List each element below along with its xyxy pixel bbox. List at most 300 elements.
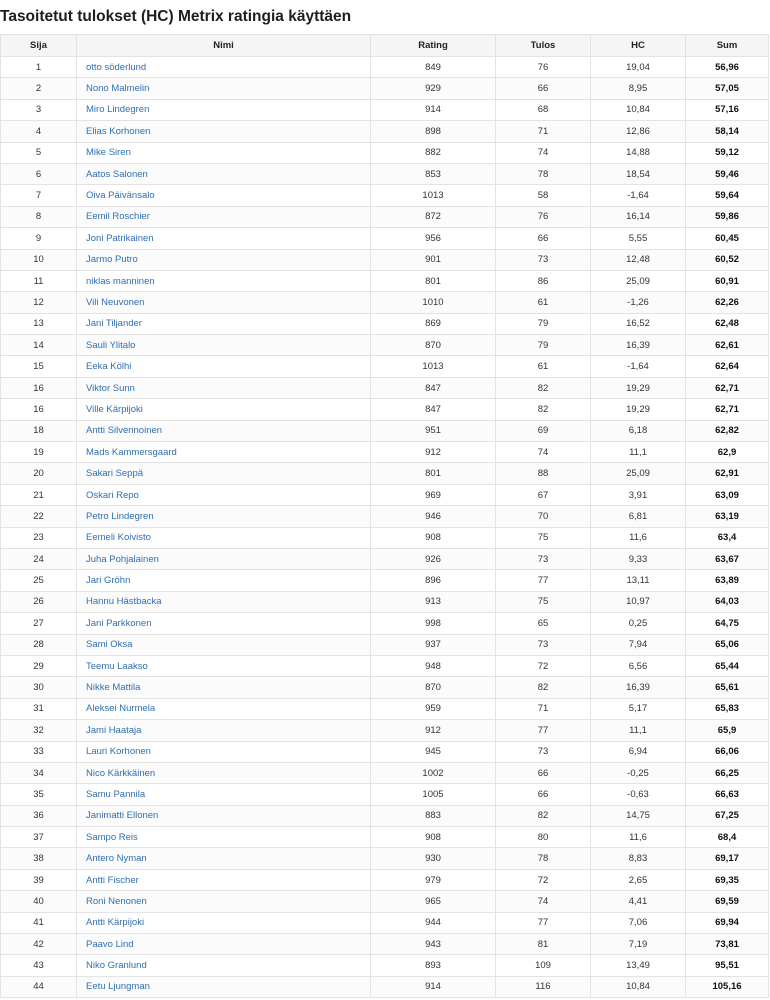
score-cell: 77	[496, 912, 591, 933]
sum-cell: 63,09	[686, 484, 769, 505]
player-name-link[interactable]: Sakari Seppä	[77, 463, 371, 484]
score-cell: 116	[496, 976, 591, 997]
rating-cell: 908	[371, 527, 496, 548]
sum-cell: 59,86	[686, 206, 769, 227]
handicap-cell: 5,17	[591, 698, 686, 719]
score-cell: 82	[496, 377, 591, 398]
rank-cell: 24	[1, 548, 77, 569]
table-row	[1, 335, 769, 356]
rank-cell: 12	[1, 292, 77, 313]
page-title: Tasoitetut tulokset (HC) Metrix ratingia käyttäen	[0, 8, 352, 25]
rank-cell: 37	[1, 827, 77, 848]
sum-cell: 58,14	[686, 121, 769, 142]
table-row	[1, 762, 769, 783]
player-name-link[interactable]: Sampo Reis	[77, 827, 371, 848]
table-row	[1, 720, 769, 741]
rank-cell: 31	[1, 698, 77, 719]
sum-cell: 56,96	[686, 57, 769, 78]
score-cell: 71	[496, 698, 591, 719]
handicap-cell: 10,84	[591, 99, 686, 120]
table-row	[1, 185, 769, 206]
table-row	[1, 869, 769, 890]
player-name-link[interactable]: Eemil Roschier	[77, 206, 371, 227]
player-name-link[interactable]: Lauri Korhonen	[77, 741, 371, 762]
rank-cell: 44	[1, 976, 77, 997]
handicap-cell: 7,94	[591, 634, 686, 655]
score-cell: 74	[496, 142, 591, 163]
score-cell: 76	[496, 206, 591, 227]
sum-cell: 63,4	[686, 527, 769, 548]
rank-cell: 7	[1, 185, 77, 206]
column-header-tulos[interactable]: Tulos	[496, 35, 591, 57]
handicap-cell: 19,04	[591, 57, 686, 78]
table-row	[1, 655, 769, 676]
player-name-link[interactable]: Roni Nenonen	[77, 891, 371, 912]
rank-cell: 27	[1, 613, 77, 634]
sum-cell: 60,52	[686, 249, 769, 270]
score-cell: 77	[496, 570, 591, 591]
rating-cell: 946	[371, 506, 496, 527]
score-cell: 79	[496, 335, 591, 356]
handicap-cell: 13,11	[591, 570, 686, 591]
player-name-link[interactable]: Oiva Päivänsalo	[77, 185, 371, 206]
rating-cell: 930	[371, 848, 496, 869]
handicap-cell: 6,94	[591, 741, 686, 762]
player-name-link[interactable]: Nico Kärkkäinen	[77, 762, 371, 783]
rating-cell: 847	[371, 399, 496, 420]
rank-cell: 22	[1, 506, 77, 527]
table-row	[1, 163, 769, 184]
rating-cell: 1010	[371, 292, 496, 313]
handicap-cell: 11,6	[591, 827, 686, 848]
player-name-link[interactable]: Mads Kammersgaard	[77, 442, 371, 463]
rating-cell: 908	[371, 827, 496, 848]
score-cell: 73	[496, 249, 591, 270]
rank-cell: 21	[1, 484, 77, 505]
handicap-cell: 6,18	[591, 420, 686, 441]
rank-cell: 19	[1, 442, 77, 463]
table-row	[1, 78, 769, 99]
player-name-link[interactable]: Jani Parkkonen	[77, 613, 371, 634]
table-row	[1, 270, 769, 291]
sum-cell: 68,4	[686, 827, 769, 848]
rating-cell: 979	[371, 869, 496, 890]
handicap-cell: 7,06	[591, 912, 686, 933]
rank-cell: 35	[1, 784, 77, 805]
table-row	[1, 206, 769, 227]
rating-cell: 1005	[371, 784, 496, 805]
table-body	[1, 57, 769, 998]
table-row	[1, 955, 769, 976]
handicap-cell: 5,55	[591, 228, 686, 249]
rank-cell: 11	[1, 270, 77, 291]
table-row	[1, 228, 769, 249]
table-row	[1, 442, 769, 463]
player-name-link[interactable]: Antero Nyman	[77, 848, 371, 869]
handicap-cell: 19,29	[591, 377, 686, 398]
score-cell: 82	[496, 805, 591, 826]
sum-cell: 66,63	[686, 784, 769, 805]
score-cell: 70	[496, 506, 591, 527]
handicap-cell: 25,09	[591, 270, 686, 291]
score-cell: 75	[496, 591, 591, 612]
rank-cell: 15	[1, 356, 77, 377]
player-name-link[interactable]: Antti Fischer	[77, 869, 371, 890]
handicap-cell: 12,48	[591, 249, 686, 270]
player-name-link[interactable]: Antti Silvennoinen	[77, 420, 371, 441]
score-cell: 72	[496, 869, 591, 890]
score-cell: 77	[496, 720, 591, 741]
rating-cell: 901	[371, 249, 496, 270]
player-name-link[interactable]: Vili Neuvonen	[77, 292, 371, 313]
rank-cell: 26	[1, 591, 77, 612]
sum-cell: 57,16	[686, 99, 769, 120]
sum-cell: 65,83	[686, 698, 769, 719]
table-row	[1, 142, 769, 163]
rating-cell: 926	[371, 548, 496, 569]
table-row	[1, 506, 769, 527]
rating-cell: 959	[371, 698, 496, 719]
handicap-cell: 16,39	[591, 677, 686, 698]
handicap-cell: 25,09	[591, 463, 686, 484]
player-name-link[interactable]: Paavo Lind	[77, 934, 371, 955]
rating-cell: 898	[371, 121, 496, 142]
rank-cell: 10	[1, 249, 77, 270]
score-cell: 73	[496, 548, 591, 569]
score-cell: 80	[496, 827, 591, 848]
rank-cell: 18	[1, 420, 77, 441]
table-row	[1, 976, 769, 997]
score-cell: 72	[496, 655, 591, 676]
player-name-link[interactable]: Aleksei Nurmela	[77, 698, 371, 719]
score-cell: 66	[496, 78, 591, 99]
results-table	[0, 34, 769, 998]
handicap-cell: 6,81	[591, 506, 686, 527]
rating-cell: 969	[371, 484, 496, 505]
score-cell: 61	[496, 356, 591, 377]
table-row	[1, 805, 769, 826]
rating-cell: 956	[371, 228, 496, 249]
sum-cell: 59,12	[686, 142, 769, 163]
rank-cell: 23	[1, 527, 77, 548]
score-cell: 73	[496, 634, 591, 655]
rating-cell: 883	[371, 805, 496, 826]
handicap-cell: -1,26	[591, 292, 686, 313]
rank-cell: 2	[1, 78, 77, 99]
rating-cell: 869	[371, 313, 496, 334]
score-cell: 66	[496, 762, 591, 783]
score-cell: 88	[496, 463, 591, 484]
handicap-cell: 3,91	[591, 484, 686, 505]
player-name-link[interactable]: Hannu Hästbacka	[77, 591, 371, 612]
rank-cell: 14	[1, 335, 77, 356]
table-row	[1, 613, 769, 634]
rating-cell: 893	[371, 955, 496, 976]
handicap-cell: 10,97	[591, 591, 686, 612]
sum-cell: 62,91	[686, 463, 769, 484]
player-name-link[interactable]: Viktor Sunn	[77, 377, 371, 398]
rank-cell: 28	[1, 634, 77, 655]
score-cell: 79	[496, 313, 591, 334]
table-row	[1, 463, 769, 484]
score-cell: 74	[496, 442, 591, 463]
table-row	[1, 591, 769, 612]
table-row	[1, 99, 769, 120]
rank-cell: 4	[1, 121, 77, 142]
score-cell: 61	[496, 292, 591, 313]
rating-cell: 853	[371, 163, 496, 184]
sum-cell: 64,75	[686, 613, 769, 634]
rank-cell: 30	[1, 677, 77, 698]
player-name-link[interactable]: Jani Tiljander	[77, 313, 371, 334]
handicap-cell: 11,1	[591, 720, 686, 741]
player-name-link[interactable]: Antti Kärpijoki	[77, 912, 371, 933]
score-cell: 86	[496, 270, 591, 291]
handicap-cell: 0,25	[591, 613, 686, 634]
player-name-link[interactable]: Nono Malmelin	[77, 78, 371, 99]
sum-cell: 67,25	[686, 805, 769, 826]
rank-cell: 25	[1, 570, 77, 591]
score-cell: 74	[496, 891, 591, 912]
rank-cell: 40	[1, 891, 77, 912]
score-cell: 67	[496, 484, 591, 505]
rating-cell: 870	[371, 677, 496, 698]
rank-cell: 1	[1, 57, 77, 78]
table-row	[1, 249, 769, 270]
handicap-cell: 14,75	[591, 805, 686, 826]
column-header-hc[interactable]: HC	[591, 35, 686, 57]
column-header-sum[interactable]: Sum	[686, 35, 769, 57]
player-name-link[interactable]: Ville Kärpijoki	[77, 399, 371, 420]
table-row	[1, 399, 769, 420]
sum-cell: 62,9	[686, 442, 769, 463]
rating-cell: 1013	[371, 356, 496, 377]
rating-cell: 849	[371, 57, 496, 78]
score-cell: 76	[496, 57, 591, 78]
rating-cell: 1002	[371, 762, 496, 783]
rank-cell: 16	[1, 399, 77, 420]
score-cell: 109	[496, 955, 591, 976]
rank-cell: 29	[1, 655, 77, 676]
table-row	[1, 934, 769, 955]
sum-cell: 66,25	[686, 762, 769, 783]
player-name-link[interactable]: Joni Patrikainen	[77, 228, 371, 249]
player-name-link[interactable]: Juha Pohjalainen	[77, 548, 371, 569]
sum-cell: 69,94	[686, 912, 769, 933]
player-name-link[interactable]: Aatos Salonen	[77, 163, 371, 184]
sum-cell: 60,91	[686, 270, 769, 291]
sum-cell: 63,19	[686, 506, 769, 527]
table-row	[1, 121, 769, 142]
player-name-link[interactable]: Jari Gröhn	[77, 570, 371, 591]
player-name-link[interactable]: niklas manninen	[77, 270, 371, 291]
handicap-cell: 10,84	[591, 976, 686, 997]
sum-cell: 69,59	[686, 891, 769, 912]
sum-cell: 105,16	[686, 976, 769, 997]
handicap-cell: -1,64	[591, 185, 686, 206]
score-cell: 65	[496, 613, 591, 634]
handicap-cell: 16,52	[591, 313, 686, 334]
sum-cell: 64,03	[686, 591, 769, 612]
rank-cell: 8	[1, 206, 77, 227]
sum-cell: 59,64	[686, 185, 769, 206]
player-name-link[interactable]: Elias Korhonen	[77, 121, 371, 142]
rating-cell: 912	[371, 442, 496, 463]
table-row	[1, 741, 769, 762]
table-row	[1, 548, 769, 569]
table-row	[1, 698, 769, 719]
rating-cell: 801	[371, 463, 496, 484]
player-name-link[interactable]: Eeka Kölhi	[77, 356, 371, 377]
rank-cell: 16	[1, 377, 77, 398]
handicap-cell: 8,83	[591, 848, 686, 869]
rating-cell: 998	[371, 613, 496, 634]
table-row	[1, 57, 769, 78]
rating-cell: 944	[371, 912, 496, 933]
score-cell: 71	[496, 121, 591, 142]
table-row	[1, 912, 769, 933]
table-row	[1, 313, 769, 334]
table-row	[1, 784, 769, 805]
player-name-link[interactable]: Petro Lindegren	[77, 506, 371, 527]
player-name-link[interactable]: Samu Pannila	[77, 784, 371, 805]
player-name-link[interactable]: Niko Granlund	[77, 955, 371, 976]
rank-cell: 3	[1, 99, 77, 120]
score-cell: 81	[496, 934, 591, 955]
score-cell: 66	[496, 228, 591, 249]
sum-cell: 57,05	[686, 78, 769, 99]
player-name-link[interactable]: Mike Siren	[77, 142, 371, 163]
handicap-cell: -0,25	[591, 762, 686, 783]
handicap-cell: 14,88	[591, 142, 686, 163]
rating-cell: 948	[371, 655, 496, 676]
table-row	[1, 827, 769, 848]
sum-cell: 62,82	[686, 420, 769, 441]
rating-cell: 965	[371, 891, 496, 912]
rank-cell: 38	[1, 848, 77, 869]
handicap-cell: 11,1	[591, 442, 686, 463]
handicap-cell: 18,54	[591, 163, 686, 184]
column-header-nimi[interactable]: Nimi	[77, 35, 371, 57]
sum-cell: 66,06	[686, 741, 769, 762]
rank-cell: 42	[1, 934, 77, 955]
player-name-link[interactable]: Miro Lindegren	[77, 99, 371, 120]
table-row	[1, 570, 769, 591]
rank-cell: 32	[1, 720, 77, 741]
rank-cell: 6	[1, 163, 77, 184]
player-name-link[interactable]: Jarmo Putro	[77, 249, 371, 270]
handicap-cell: 16,14	[591, 206, 686, 227]
sum-cell: 62,26	[686, 292, 769, 313]
table-row	[1, 377, 769, 398]
table-row	[1, 848, 769, 869]
rank-cell: 9	[1, 228, 77, 249]
sum-cell: 65,44	[686, 655, 769, 676]
rating-cell: 929	[371, 78, 496, 99]
player-name-link[interactable]: Jami Haataja	[77, 720, 371, 741]
player-name-link[interactable]: Teemu Laakso	[77, 655, 371, 676]
sum-cell: 95,51	[686, 955, 769, 976]
player-name-link[interactable]: Eetu Ljungman	[77, 976, 371, 997]
rank-cell: 13	[1, 313, 77, 334]
sum-cell: 59,46	[686, 163, 769, 184]
handicap-cell: 13,49	[591, 955, 686, 976]
player-name-link[interactable]: Sauli Ylitalo	[77, 335, 371, 356]
rating-cell: 870	[371, 335, 496, 356]
handicap-cell: 9,33	[591, 548, 686, 569]
sum-cell: 62,48	[686, 313, 769, 334]
table-row	[1, 484, 769, 505]
rating-cell: 914	[371, 99, 496, 120]
sum-cell: 62,61	[686, 335, 769, 356]
table-row	[1, 292, 769, 313]
table-row	[1, 891, 769, 912]
rating-cell: 872	[371, 206, 496, 227]
sum-cell: 73,81	[686, 934, 769, 955]
handicap-cell: -1,64	[591, 356, 686, 377]
rank-cell: 39	[1, 869, 77, 890]
handicap-cell: 8,95	[591, 78, 686, 99]
table-header-row	[1, 35, 769, 57]
table-row	[1, 420, 769, 441]
rating-cell: 913	[371, 591, 496, 612]
score-cell: 58	[496, 185, 591, 206]
sum-cell: 65,61	[686, 677, 769, 698]
handicap-cell: 6,56	[591, 655, 686, 676]
player-name-link[interactable]: Sami Oksa	[77, 634, 371, 655]
score-cell: 66	[496, 784, 591, 805]
table-row	[1, 356, 769, 377]
rating-cell: 943	[371, 934, 496, 955]
sum-cell: 62,71	[686, 377, 769, 398]
rating-cell: 1013	[371, 185, 496, 206]
player-name-link[interactable]: Janimatti Ellonen	[77, 805, 371, 826]
score-cell: 78	[496, 163, 591, 184]
sum-cell: 62,71	[686, 399, 769, 420]
rating-cell: 914	[371, 976, 496, 997]
player-name-link[interactable]: Nikke Mattila	[77, 677, 371, 698]
sum-cell: 69,17	[686, 848, 769, 869]
handicap-cell: 11,6	[591, 527, 686, 548]
handicap-cell: -0,63	[591, 784, 686, 805]
sum-cell: 60,45	[686, 228, 769, 249]
rank-cell: 41	[1, 912, 77, 933]
score-cell: 68	[496, 99, 591, 120]
rating-cell: 847	[371, 377, 496, 398]
handicap-cell: 2,65	[591, 869, 686, 890]
player-name-link[interactable]: Oskari Repo	[77, 484, 371, 505]
column-header-sija[interactable]: Sija	[1, 35, 77, 57]
rating-cell: 896	[371, 570, 496, 591]
column-header-rating[interactable]: Rating	[371, 35, 496, 57]
rating-cell: 937	[371, 634, 496, 655]
table-row	[1, 527, 769, 548]
handicap-cell: 4,41	[591, 891, 686, 912]
player-name-link[interactable]: otto söderlund	[77, 57, 371, 78]
rating-cell: 912	[371, 720, 496, 741]
sum-cell: 65,9	[686, 720, 769, 741]
rank-cell: 43	[1, 955, 77, 976]
rank-cell: 33	[1, 741, 77, 762]
handicap-cell: 16,39	[591, 335, 686, 356]
handicap-cell: 12,86	[591, 121, 686, 142]
sum-cell: 63,67	[686, 548, 769, 569]
rating-cell: 882	[371, 142, 496, 163]
score-cell: 82	[496, 677, 591, 698]
player-name-link[interactable]: Eemeli Koivisto	[77, 527, 371, 548]
handicap-cell: 7,19	[591, 934, 686, 955]
sum-cell: 65,06	[686, 634, 769, 655]
